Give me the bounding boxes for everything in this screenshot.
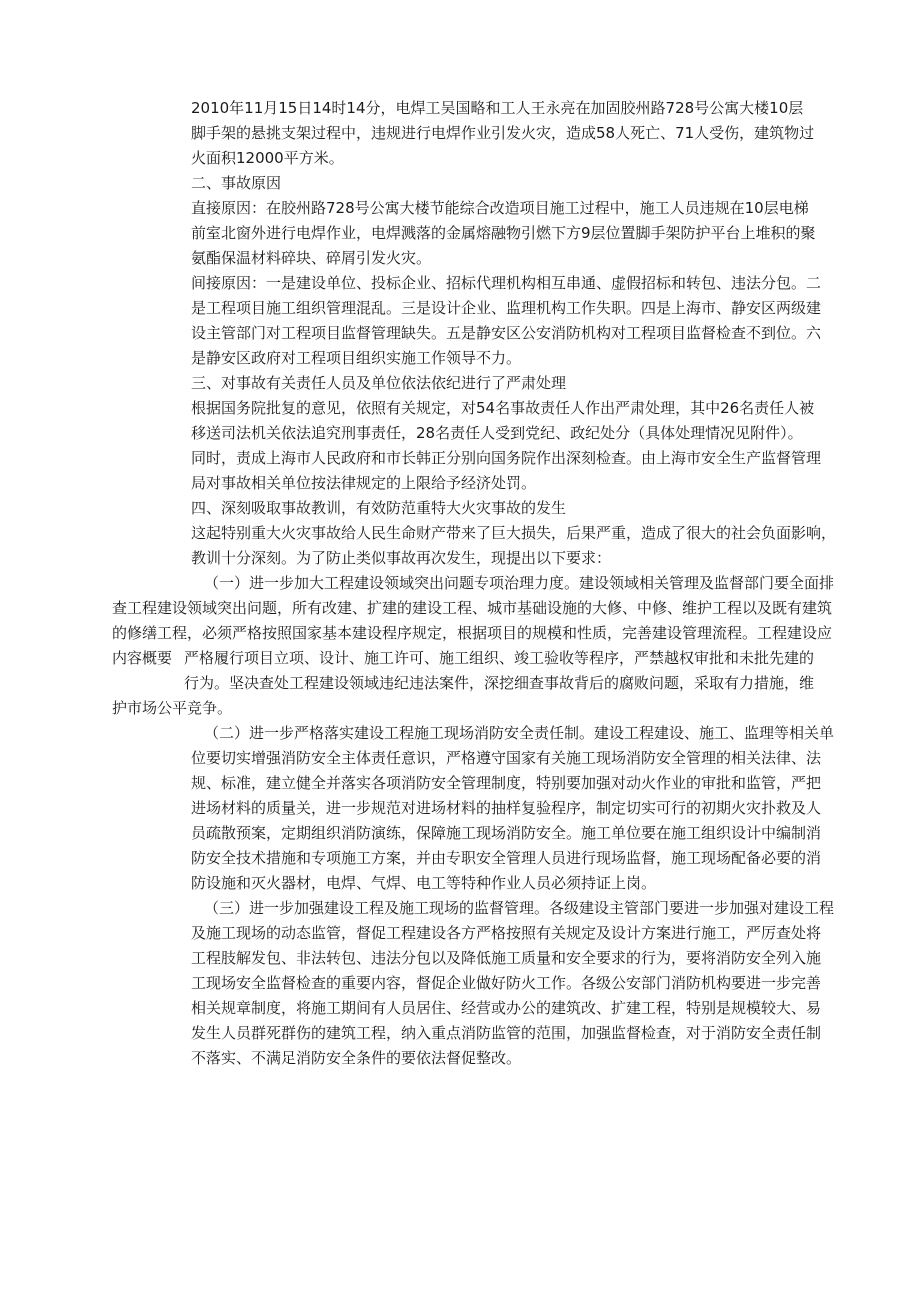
requirement-2-line: 规、标准，建立健全并落实各项消防安全管理制度，特别要加强对动火作业的审批和监管，严把 (191, 774, 822, 792)
inspection-line: 局对事故相关单位按法律规定的上限给予经济处罚。 (191, 474, 537, 492)
punishment-line: 移送司法机关依法追究刑事责任，28名责任人受到党纪、政纪处分（具体处理情况见附件）。 (191, 424, 803, 442)
requirement-1-line: （一）进一步加大工程建设领域突出问题专项治理力度。建设领域相关管理及监督部门要全面排 (204, 574, 835, 592)
intro-line: 火面积12000平方米。 (191, 149, 344, 167)
requirement-1-line: 护市场公平竞争。 (112, 699, 233, 717)
lesson-intro-line: 教训十分深刻。为了防止类似事故再次发生，现提出以下要求： (191, 549, 612, 567)
section2-heading: 二、事故原因 (191, 174, 282, 192)
requirement-2-line: （二）进一步严格落实建设工程施工现场消防安全责任制。建设工程建设、施工、监理等相关单 (204, 724, 835, 742)
requirement-3-line: （三）进一步加强建设工程及施工现场的监督管理。各级建设主管部门要进一步加强对建设工程 (204, 899, 835, 917)
requirement-2-line: 进场材料的质量关，进一步规范对进场材料的抽样复验程序，制定切实可行的初期火灾扑救及人 (191, 799, 822, 817)
requirement-2-line: 员疏散预案，定期组织消防演练，保障施工现场消防安全。施工单位要在施工组织设计中编制消 (191, 824, 822, 842)
lesson-intro-line: 这起特别重大火灾事故给人民生命财产带来了巨大损失，后果严重，造成了很大的社会负面影响， (191, 524, 837, 542)
indirect-cause-line: 是静安区政府对工程项目组织实施工作领导不力。 (191, 349, 522, 367)
section4-heading: 四、深刻吸取事故教训，有效防范重特大火灾事故的发生 (191, 499, 567, 517)
intro-line: 脚手架的悬挑支架过程中，违规进行电焊作业引发火灾，造成58人死亡、71人受伤，建筑物过 (191, 124, 815, 142)
requirement-1-line: 行为。坚决查处工程建设领域违纪违法案件，深挖细查事故背后的腐败问题，采取有力措施，维 (184, 674, 815, 692)
direct-cause-line: 氨酯保温材料碎块、碎屑引发火灾。 (191, 249, 432, 267)
requirement-2-line: 防安全技术措施和专项施工方案，并由专职安全管理人员进行现场监督，施工现场配备必要的消 (191, 849, 822, 867)
requirement-1-line: 查工程建设领域突出问题，所有改建、扩建的建设工程、城市基础设施的大修、中修、维护工程以及既有建筑 (112, 599, 833, 617)
requirement-3-line: 工程肢解发包、非法转包、违法分包以及降低施工质量和安全要求的行为，要将消防安全列入施 (191, 949, 822, 967)
requirement-2-line: 防设施和灭火器材，电焊、气焊、电工等特种作业人员必须持证上岗。 (191, 874, 657, 892)
indirect-cause-line: 设主管部门对工程项目监督管理缺失。五是静安区公安消防机构对工程项目监督检查不到位。六 (191, 324, 822, 342)
indirect-cause-line: 间接原因：一是建设单位、投标企业、招标代理机构相互串通、虚假招标和转包、违法分包。二 (191, 274, 822, 292)
content-summary-label: 内容概要 (112, 649, 173, 667)
requirement-2-line: 位要切实增强消防安全主体责任意识，严格遵守国家有关施工现场消防安全管理的相关法律、法 (191, 749, 822, 767)
requirement-3-line: 相关规章制度，将施工期间有人员居住、经营或办公的建筑改、扩建工程，特别是规模较大、易 (191, 999, 822, 1017)
requirement-3-line: 工现场安全监督检查的重要内容，督促企业做好防火工作。各级公安部门消防机构要进一步完善 (191, 974, 822, 992)
requirement-3-line: 发生人员群死群伤的建筑工程，纳入重点消防监管的范围，加强监督检查，对于消防安全责任制 (191, 1024, 822, 1042)
direct-cause-line: 前室北窗外进行电焊作业，电焊溅落的金属熔融物引燃下方9层位置脚手架防护平台上堆积的聚 (191, 224, 816, 242)
requirement-1-line: 的修缮工程，必须严格按照国家基本建设程序规定，根据项目的规模和性质，完善建设管理流程。工程建设应 (112, 624, 833, 642)
requirement-3-line: 不落实、不满足消防安全条件的要依法督促整改。 (191, 1049, 522, 1067)
indirect-cause-line: 是工程项目施工组织管理混乱。三是设计企业、监理机构工作失职。四是上海市、静安区两级建 (191, 299, 822, 317)
direct-cause-line: 直接原因：在胶州路728号公寓大楼节能综合改造项目施工过程中，施工人员违规在10层电梯 (191, 199, 809, 217)
section3-heading: 三、对事故有关责任人员及单位依法依纪进行了严肃处理 (191, 374, 567, 392)
requirement-3-line: 及施工现场的动态监管，督促工程建设各方严格按照有关规定及设计方案进行施工，严厉查处将 (191, 924, 822, 942)
intro-line: 2010年11月15日14时14分，电焊工吴国略和工人王永亮在加固胶州路728号公寓大楼10层 (191, 99, 804, 117)
requirement-1-line: 严格履行项目立项、设计、施工许可、施工组织、竣工验收等程序，严禁越权审批和未批先建的 (184, 649, 815, 667)
punishment-line: 根据国务院批复的意见，依照有关规定，对54名事故责任人作出严肃处理，其中26名责任人被 (191, 399, 815, 417)
inspection-line: 同时，责成上海市人民政府和市长韩正分别向国务院作出深刻检查。由上海市安全生产监督管理 (191, 449, 822, 467)
